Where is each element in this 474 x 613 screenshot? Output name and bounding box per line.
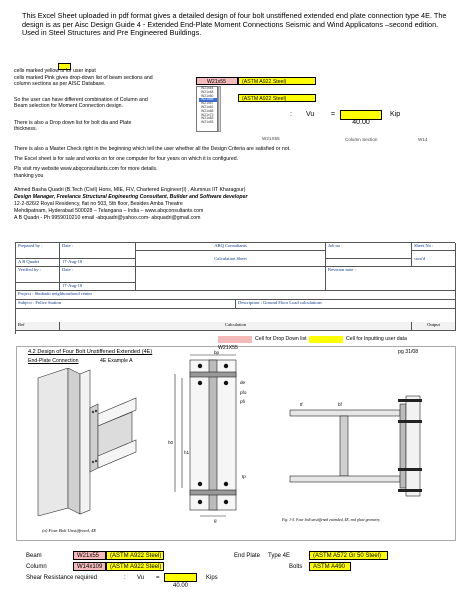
top-flange-section: [190, 372, 236, 377]
section-bolt-1: [398, 399, 422, 402]
preview-partial-1: W21X55: [262, 136, 280, 141]
beam-dropdown[interactable]: [73, 551, 106, 560]
figure-page-ref: pg 31/08: [398, 349, 419, 355]
preview-column-grade: (ASTM A922 Steel): [242, 96, 287, 102]
preview-dropdown-item[interactable]: W21x93: [201, 120, 214, 125]
date-label-2: Date :: [60, 267, 136, 283]
shear-label: Shear Resistance required: [26, 575, 98, 581]
company-name: ABQ Consultants: [136, 243, 326, 251]
prepared-by-label: Prepared by :: [16, 243, 60, 259]
shear-eq: =: [156, 575, 160, 581]
plate-bolt-7: [198, 500, 202, 504]
preview-partial-2: Column Section: [345, 137, 378, 142]
preview-dropdown-item[interactable]: W21x57: [201, 101, 214, 106]
preview-vu-symbol: Vu: [306, 111, 315, 118]
pink-legend-swatch: [218, 336, 252, 343]
plate-bolt-6: [224, 482, 228, 486]
bolt-3: [92, 461, 94, 463]
preview-vu-colon: :: [290, 111, 292, 118]
end-plate-elevation-drawing: [160, 352, 270, 522]
note-thanks: thanking you: [14, 173, 44, 179]
figure-title: 4.2 Design of Four Bolt Unstiffened Extended (4E): [28, 349, 153, 355]
dim-de-label: de: [240, 380, 246, 385]
column-flange-back: [38, 368, 68, 516]
section-column-flange: [406, 396, 420, 496]
verifier-name: [16, 283, 60, 291]
bolts-label: Bolts: [289, 564, 303, 570]
figure-caption-right: Fig. 1-5. Four bolt unstiffened extended, 4E, end plate geometry.: [282, 518, 381, 522]
preview-beam-row: [196, 77, 316, 85]
legend-pink-note-2: column sections as per AISC Database.: [14, 81, 106, 87]
section-bolt-2: [398, 420, 422, 423]
author-line-5: A B Quadri - Ph 9959010210 email -abquadri@yahoo.com- abquadri@gmail.com: [14, 215, 201, 221]
dim-tp-label: tp: [242, 474, 246, 479]
shear-colon: :: [124, 575, 126, 581]
plate-bolt-1: [198, 364, 202, 368]
end-plate-grade: (ASTM A572 Gr 50 Steel): [313, 553, 382, 559]
column-grade-cell: [106, 562, 164, 571]
plate-bolt-5: [198, 482, 202, 486]
author-line-2: Design Manager, Freelance Structural Engineering Consultant, Builder and Software developer: [14, 194, 248, 200]
section-top-flange: [290, 410, 400, 416]
dim-tf-label: tf: [300, 402, 303, 407]
plate-bolt-2: [224, 364, 228, 368]
preview-column-grade-cell: [238, 94, 316, 102]
ref-header: Ref: [16, 322, 60, 331]
preview-vu-eq: =: [331, 111, 336, 118]
figure-top-label: W21X55: [218, 345, 238, 351]
spacer-row: [16, 309, 456, 322]
date-value-1: 17-Aug-18: [60, 259, 136, 267]
preview-beam-dropdown[interactable]: [196, 77, 238, 85]
dim-bf-label: bf: [338, 402, 342, 407]
preparer-name: A B Quadri: [16, 259, 60, 267]
beam-value: W21x55: [77, 553, 100, 559]
preview-dropdown-item[interactable]: W21x50: [201, 93, 214, 98]
pink-legend-label: Cell for Drop Down list: [255, 336, 307, 342]
legend-yellow-note: cells marked yellow is for user input: [14, 68, 96, 74]
preview-partial-3: W14: [418, 137, 428, 142]
dim-g-label: g: [214, 518, 217, 523]
intro-paragraph: This Excel Sheet uploaded in pdf format gives a detailed design of four bolt unstiffened extended end plate connection type 4E. The design is as per Aisc Design Guide 4 - Extended End-Plate Moment Connections Seismic and Wind Applicatons –second edition. Used in Steel Structures and Pre Engineered Buildings.: [22, 11, 447, 38]
preview-beam-grade: (ASTM A922 Steel): [242, 79, 287, 85]
legend-pink-note-1: cells marked Pink gives drop-down list of beam sections and: [14, 75, 153, 81]
bolt-1: [92, 411, 94, 413]
output-header: Output: [412, 322, 456, 331]
end-plate-grade-cell: [309, 551, 388, 560]
preview-beam-grade-cell: [238, 77, 316, 85]
date-label-1: Date :: [60, 243, 136, 259]
legend-combo-note-1: So the user can have different combination of Column and: [14, 97, 148, 103]
beam-web-section: [209, 360, 217, 510]
preview-dropdown-item[interactable]: W21x44: [201, 86, 214, 90]
column-label: Column: [26, 564, 47, 570]
verified-by-label: Verified by :: [16, 267, 60, 283]
beam-label: Beam: [26, 553, 42, 559]
section-end-plate: [400, 404, 406, 488]
sheet-no-label: Sheet No :: [412, 243, 456, 251]
dim-h0-label: h0: [168, 440, 174, 445]
preview-vu-unit: Kip: [390, 111, 401, 118]
author-line-4: Mehdipatnam, Hyderabad 500028 – Telangana – India – www.abqconsultants.com: [14, 208, 204, 214]
beam-grade: (ASTM A922 Steel): [110, 553, 162, 559]
description-row: Description : Ground Floor Load calculations: [236, 300, 456, 309]
preview-dropdown-list[interactable]: [196, 86, 218, 132]
calculation-header: Calculation: [60, 322, 412, 331]
figure-caption-left: (a) Four Bolt Unstiffened, 4E: [42, 528, 97, 533]
subject-row: Subject : Police Station: [16, 300, 236, 309]
yellow-legend-label: Cell for Inputting user data: [346, 336, 407, 342]
column-dropdown[interactable]: [73, 562, 106, 571]
job-no-label: Job no :: [326, 243, 412, 259]
plate-bolt-3: [198, 381, 202, 385]
legend-combo-note-2: Beam selection for Moment Connection design.: [14, 103, 123, 109]
job-no-value: [326, 259, 412, 267]
preview-dropdown-item[interactable]: W21x73: [201, 112, 214, 117]
calc-sheet-title: Calculation Sheet: [136, 251, 326, 267]
column-grade: (ASTM A922 Steel): [110, 564, 162, 570]
bolt-2: [95, 410, 97, 412]
preview-dropdown-items: [197, 87, 217, 125]
section-web: [340, 416, 348, 476]
dim-pfo-label: pfo: [240, 390, 247, 395]
header-blank: [136, 267, 326, 291]
section-bolt-4: [398, 489, 422, 492]
dim-h1-label: h1: [184, 450, 190, 455]
preview-vu-value: 40.00: [352, 119, 370, 126]
shear-symbol: Vu: [137, 575, 145, 581]
revision-note-label: Revision note :: [326, 267, 456, 291]
column-flange-front: [80, 370, 90, 514]
sheet-no-value: cont'd: [412, 251, 456, 267]
bottom-flange-section: [190, 490, 236, 495]
dim-bp-label: bp: [214, 350, 220, 355]
yellow-legend-swatch: [309, 336, 343, 343]
figure-example: 4E Example A: [100, 358, 133, 364]
sheet-header-grid: [15, 242, 455, 334]
section-bottom-flange: [290, 476, 400, 482]
shear-input[interactable]: [164, 573, 197, 589]
note-sale: The Excel sheet is for sale and works on for one computer for four years on which it is configured.: [14, 156, 239, 162]
dim-pfi-label: pfi: [240, 399, 245, 404]
bolt-4: [95, 460, 97, 462]
beam-grade-cell: [106, 551, 164, 560]
preview-dropdown-item[interactable]: W21x83: [201, 116, 214, 121]
preview-vu-input[interactable]: [340, 110, 382, 126]
preview-dropdown-item[interactable]: W21x48: [201, 89, 214, 94]
bolts-grade: ASTM A490: [313, 564, 346, 570]
column-value: W14x109: [77, 564, 103, 570]
isometric-connection-drawing: [28, 368, 138, 516]
preview-dropdown-item[interactable]: W21x68: [201, 108, 214, 113]
note-visit: Pls visit my website www.abqconsultants.com for more details.: [14, 166, 158, 172]
author-line-3: 12-2-826/2 Royal Residency, flat no 503, 5th floor, Besides Amba Theatre: [14, 201, 183, 207]
shear-value: 40.00: [172, 583, 188, 589]
figure-subtitle: End-Plate Connection: [28, 358, 79, 364]
legend-dropdown-note-2: thickness.: [14, 126, 38, 132]
project-row: Project : Shubado neighbourhood center: [16, 291, 456, 300]
end-plate-type: Type 4E: [268, 553, 291, 559]
column-web: [68, 368, 80, 514]
plate-bolt-4: [224, 381, 228, 385]
preview-dropdown-scrollbar[interactable]: [218, 86, 221, 132]
end-plate-label: End Plate: [234, 553, 261, 559]
shear-unit: Kips: [206, 575, 218, 581]
bolts-grade-cell: [309, 562, 351, 571]
author-line-1: Ahmed Basha Quadri (B.Tech (Civil) Hons, MIE, FIV, Chartered Engineer(I) , Alumnus IIT Kharagpur): [14, 187, 246, 193]
note-master-check: There is also a Master Check right in the beginning which tell the user whether all the Design Criteria are satisfied or not.: [14, 146, 291, 152]
section-bolt-3: [398, 468, 422, 471]
legend-dropdown-note-1: There is also a Drop down list for bolt dia and Plate: [14, 120, 132, 126]
plate-bolt-8: [224, 500, 228, 504]
date-value-2: 17-Aug-18: [60, 283, 136, 291]
preview-beam-value: W21x55: [207, 79, 227, 85]
preview-dropdown-item[interactable]: W21x55: [199, 98, 217, 102]
preview-dropdown-item[interactable]: W21x62: [201, 104, 214, 109]
